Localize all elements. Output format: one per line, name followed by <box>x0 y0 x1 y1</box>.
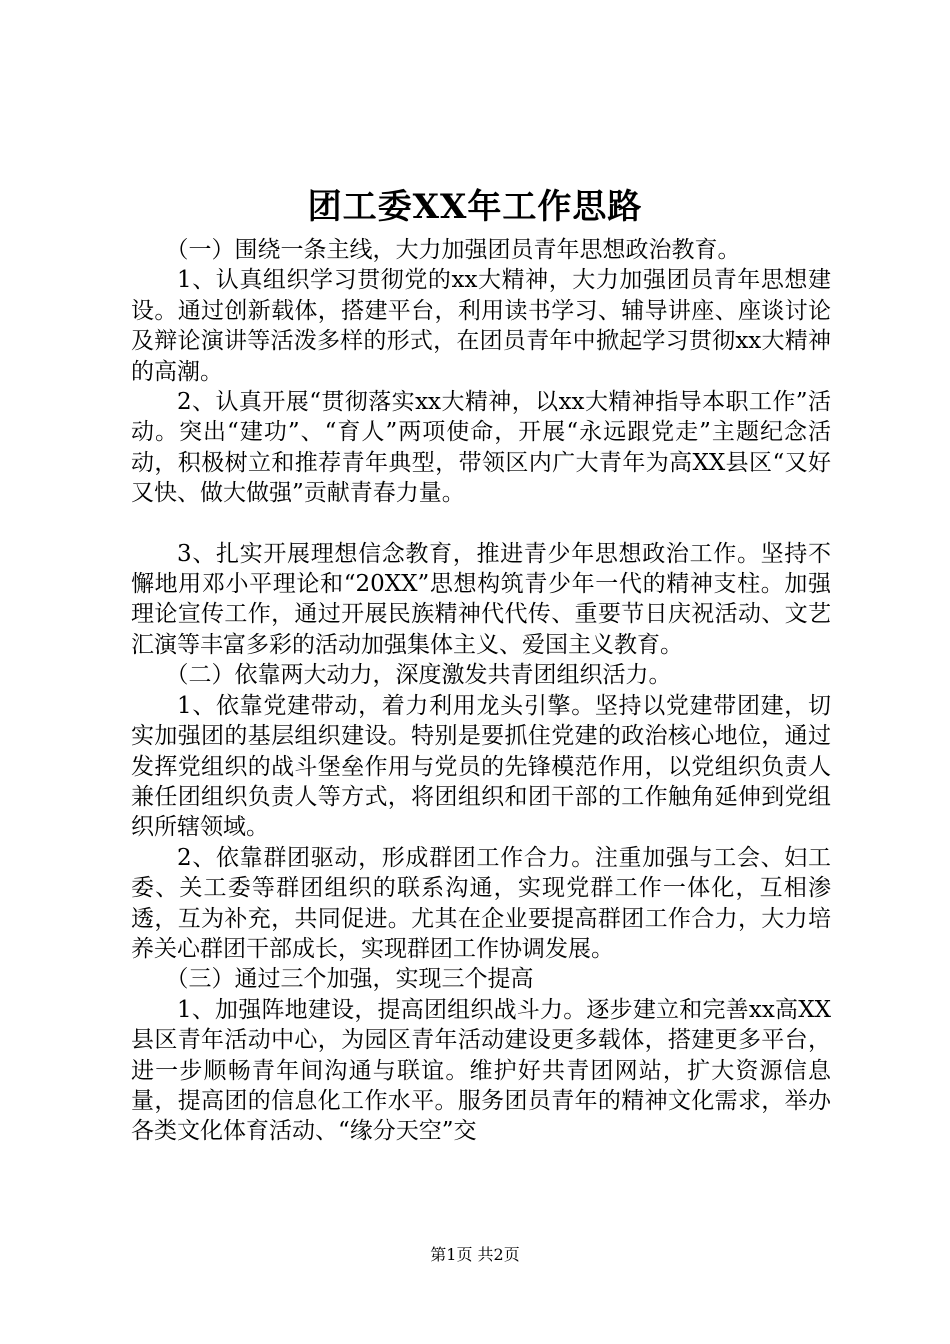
section-heading-1: （一）围绕一条主线，大力加强团员青年思想政治教育。 <box>165 237 741 263</box>
paragraph: 2、认真开展“贯彻落实xx大精神，以xx大精神指导本职工作”活动。突出“建功”、“育人”两项使命，开展“永远跟党走”主题纪念活动，积极树立和推荐青年典型，带领区内广大青年为高XX县区“又好又快、做大做强”贡献青春力量。 <box>131 389 831 507</box>
document-title: 团工委XX年工作思路 <box>307 187 643 227</box>
document-body <box>131 235 831 1147</box>
paragraph: 1、依靠党建带动，着力利用龙头引擎。坚持以党建带团建，切实加强团的基层组织建设。特别是要抓住党建的政治核心地位，通过发挥党组织的战斗堡垒作用与党员的先锋模范作用，以党组织负责人兼任团组织负责人等方式，将团组织和团干部的工作触角延伸到党组织所辖领域。 <box>131 692 831 841</box>
page-number-footer: 第1页 共2页 <box>430 1245 520 1264</box>
paragraph: 2、依靠群团驱动，形成群团工作合力。注重加强与工会、妇工委、关工委等群团组织的联系沟通，实现党群工作一体化，互相渗透，互为补充，共同促进。尤其在企业要提高群团工作合力，大力培养关心群团干部成长，实现群团工作协调发展。 <box>131 844 831 962</box>
paragraph: 1、加强阵地建设，提高团组织战斗力。逐步建立和完善xx高XX县区青年活动中心，为园区青年活动建设更多载体，搭建更多平台，进一步顺畅青年间沟通与联谊。维护好共青团网站，扩大资源信息量，提高团的信息化工作水平。服务团员青年的精神文化需求，举办各类文化体育活动、“缘分天空”交 <box>131 996 831 1145</box>
paragraph: 3、扎实开展理想信念教育，推进青少年思想政治工作。坚持不懈地用邓小平理论和“20XX”思想构筑青少年一代的精神支柱。加强理论宣传工作，通过开展民族精神代代传、重要节日庆祝活动、文艺汇演等丰富多彩的活动加强集体主义、爱国主义教育。 <box>131 540 831 658</box>
section-heading-3: （三）通过三个加强，实现三个提高 <box>165 966 534 993</box>
paragraph: 1、认真组织学习贯彻党的xx大精神，大力加强团员青年思想建设。通过创新载体，搭建平台，利用读书学习、辅导讲座、座谈讨论及辩论演讲等活泼多样的形式，在团员青年中掀起学习贯彻xx大精神的高潮。 <box>131 267 831 385</box>
section-heading-2: （二）依靠两大动力，深度激发共青团组织活力。 <box>165 662 672 689</box>
